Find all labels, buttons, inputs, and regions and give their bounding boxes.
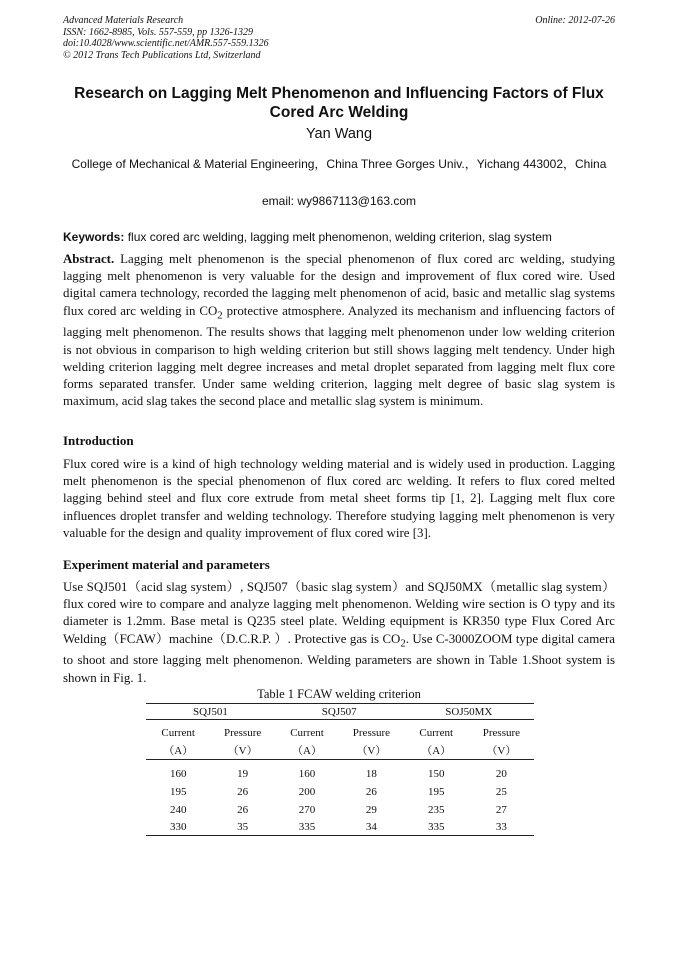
welding-criterion-table (146, 703, 534, 836)
journal-header (63, 15, 269, 61)
table-cell: 195 (169, 786, 187, 798)
column-header: Pressure (482, 727, 521, 739)
table-cell: 26 (237, 786, 249, 798)
table-row (146, 760, 534, 784)
column-header: Current (290, 727, 324, 739)
group-header: SQJ507 (275, 704, 404, 720)
table-cell: 35 (210, 819, 274, 836)
doi-line: doi:10.4028/www.scientific.net/AMR.557-559.1326 (63, 38, 269, 49)
table-cell: 33 (469, 819, 534, 836)
experiment-text-cont: . Use C-3000ZOOM type digital camera to shoot and store lagging melt phenomenon. Welding parameters are shown in Table 1.Shoot system is shown in Fig. 1. (63, 631, 615, 685)
column-header: Current (419, 727, 454, 739)
table-cell: 150 (427, 768, 445, 780)
table-cell: 335 (275, 819, 339, 836)
abstract-subscript: 2 (217, 309, 223, 322)
table-cell: 19 (237, 768, 249, 780)
copyright-line: © 2012 Trans Tech Publications Ltd, Switzerland (63, 49, 261, 61)
table-caption: Table 1 FCAW welding criterion (257, 687, 421, 701)
keywords-label: Keywords: (63, 230, 125, 244)
issn-line: ISSN: 1662-8985, Vols. 557-559, pp 1326-1329 (63, 26, 253, 38)
experiment-heading: Experiment material and parameters (63, 557, 270, 572)
table-cell: 29 (365, 804, 377, 816)
table-cell: 160 (298, 768, 316, 780)
table-cell: 25 (495, 786, 507, 798)
author-name: Yan Wang (305, 126, 373, 142)
abstract (63, 251, 615, 410)
experiment-subscript: 2 (400, 637, 406, 650)
table-cell: 26 (237, 804, 249, 816)
column-unit: （V） (469, 741, 534, 760)
keywords (63, 230, 615, 244)
table-cell: 330 (146, 819, 210, 836)
column-header: Pressure (223, 727, 262, 739)
affiliation: College of Mechanical & Material Engineering，China Three Gorges Univ.，Yichang 443002，China (71, 157, 607, 171)
table-cell: 335 (404, 819, 469, 836)
experiment-text (63, 579, 615, 687)
table-cell: 240 (169, 804, 187, 816)
table-group-row (146, 704, 534, 720)
group-header: SOJ50MX (404, 704, 534, 720)
author-email: email: wy9867113@163.com (261, 194, 417, 208)
introduction-text: Flux cored wire is a kind of high technology welding material and is widely used in production. Lagging melt phenomenon is the special phenomenon of flux cored arc welding. It refers to flux cored melted lagging behind steel and flux core extrude from metal sheet forms tip [1, 2]. Lagging melt flux core influences droplet transfer and welding technology. Therefore studying lagging melt phenomenon is very valuable for the design and quality improvement of flux cored wire [3]. (63, 457, 615, 540)
experiment-text-main: Use SQJ501（acid slag system）, SQJ507（basic slag system）and SQJ50MX（metallic slag system）flux cored wire to compare and analyze lagging melt phenomenon. Welding wire section is O typy and its diameter is 1.2mm. Base metal is Q235 steel plate. Welding equipment is KR350 type Flux Cored Arc Welding（FCAW）machine（D.C.R.P. ）. Protective gas is CO (63, 580, 615, 646)
column-unit: （A） (275, 741, 339, 760)
column-unit: （V） (210, 741, 274, 760)
column-header: Current (161, 727, 195, 739)
online-date: Online: 2012-07-26 (535, 15, 615, 26)
abstract-text: Lagging melt phenomenon is the special phenomenon of flux cored arc welding, studying lagging melt phenomenon is very valuable for the design and improvement of flux cored wire. Used digital camera technology, recorded the lagging melt phenomenon of acid, basic and metallic slag systems flux cored arc welding in CO (63, 252, 615, 318)
table-cell: 20 (495, 768, 507, 780)
introduction-heading: Introduction (63, 433, 134, 448)
table-row (146, 819, 534, 836)
table-cell: 160 (169, 768, 187, 780)
group-header: SQJ501 (146, 704, 275, 720)
table-cell: 270 (298, 804, 316, 816)
column-unit: （A） (404, 741, 469, 760)
table-cell: 235 (427, 804, 445, 816)
table-cell: 34 (339, 819, 403, 836)
table-row (146, 783, 534, 801)
table-unit-row (146, 741, 534, 760)
column-unit: （V） (339, 741, 403, 760)
column-header: Pressure (352, 727, 391, 739)
table-header-row (146, 720, 534, 742)
table-cell: 195 (427, 786, 445, 798)
abstract-text-cont: protective atmosphere. Analyzed its mechanism and influencing factors of lagging melt phenomenon. The results shows that lagging melt phenomenon under low welding criterion is not obvious in comparison to high welding criterion but still shows lagging melt tendency. Under high welding criterion lagging melt degree increases and metal droplet separated from lagging melt flux core forms separated transfer. Under same welding criterion, lagging melt degree of basic slag system is maximum, acid slag takes the second place and metallic slag system is minimum. (63, 303, 615, 409)
table-row (146, 801, 534, 819)
abstract-label: Abstract. (63, 252, 115, 266)
keywords-text: flux cored arc welding, lagging melt phenomenon, welding criterion, slag system (124, 230, 552, 244)
table-cell: 27 (495, 804, 507, 816)
paper-title: Research on Lagging Melt Phenomenon and Influencing Factors of Flux Cored Arc Welding (74, 85, 604, 121)
table-cell: 26 (365, 786, 377, 798)
journal-name: Advanced Materials Research (63, 15, 184, 26)
table-cell: 200 (298, 786, 316, 798)
table-cell: 18 (365, 768, 377, 780)
column-unit: （A） (146, 741, 210, 760)
